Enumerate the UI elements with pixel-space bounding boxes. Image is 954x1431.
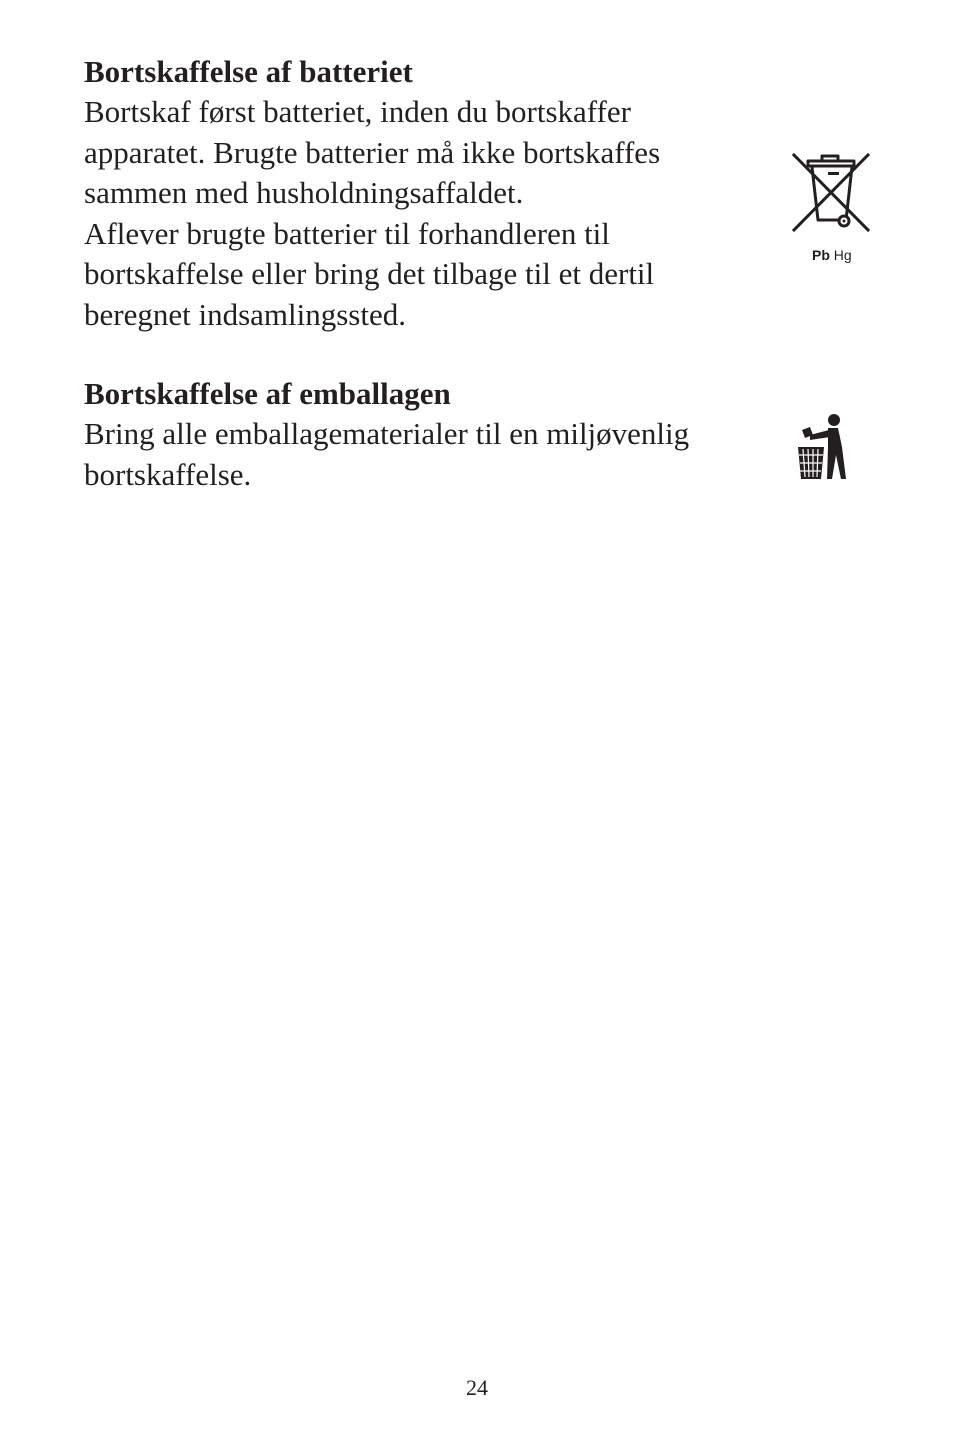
text-line: bortskaffelse eller bring det tilbage til et dertil — [84, 256, 655, 291]
page-number: 24 — [466, 1375, 488, 1400]
text-line: apparatet. Brugte batterier må ikke bortskaffes — [84, 134, 661, 170]
packaging-disposal-heading: Bortskaffelse af emballagen — [84, 376, 451, 411]
packaging-disposal-text — [84, 414, 774, 495]
text-line: Bring alle emballagematerialer til en miljøvenlig — [84, 416, 690, 451]
tidyman-litter-icon — [794, 413, 850, 483]
packaging-disposal-section — [84, 374, 774, 495]
lead-symbol: Pb — [812, 247, 830, 263]
text-line: Aflever brugte batterier til forhandleren til — [84, 215, 610, 251]
battery-disposal-heading: Bortskaffelse af batteriet — [84, 54, 413, 89]
text-line: Bortskaf først batteriet, inden du bortskaffer — [84, 94, 631, 129]
text-line: beregnet indsamlingssted. — [84, 296, 406, 332]
battery-disposal-section — [84, 52, 774, 335]
text-line: bortskaffelse. — [84, 456, 252, 492]
text-line: sammen med husholdningsaffaldet. — [84, 175, 524, 210]
mercury-symbol: Hg — [833, 247, 852, 263]
battery-disposal-text — [84, 92, 774, 335]
chemical-symbols-label — [812, 246, 852, 264]
